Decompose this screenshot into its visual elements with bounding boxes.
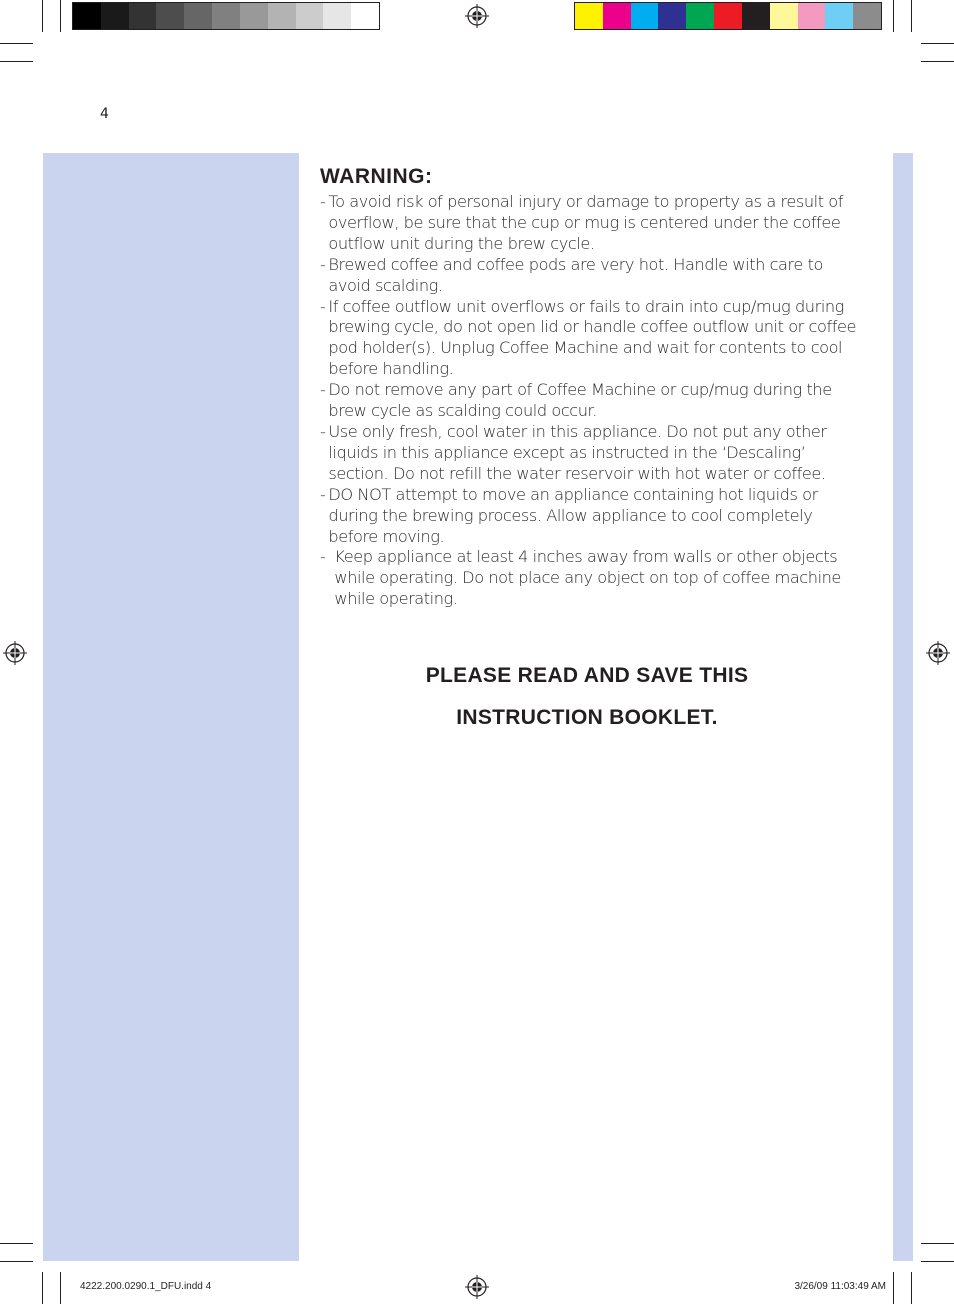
crop-mark — [911, 1272, 912, 1304]
crop-mark — [0, 1261, 33, 1262]
color-swatch — [240, 3, 268, 29]
warning-item: - DO NOT attempt to move an appliance containing hot liquids or during the brewing process. Allow appliance to cool completely before moving. — [320, 484, 818, 546]
grayscale-color-bar — [72, 2, 380, 30]
color-swatch — [798, 3, 826, 29]
color-swatch — [603, 3, 631, 29]
warning-item: - If coffee outflow unit overflows or fails to drain into cup/mug during brewing cycle, do not open lid or handle coffee outflow unit or coffee pod holder(s). Unplug Coffee Machine and wait for contents to cool before handling. — [320, 296, 856, 379]
crop-mark — [60, 0, 61, 32]
color-swatch — [575, 3, 603, 29]
crop-mark — [42, 1272, 43, 1304]
color-swatch — [825, 3, 853, 29]
crop-mark — [893, 1272, 894, 1304]
warning-item: - To avoid risk of personal injury or damage to property as a result of overflow, be sure that the cup or mug is centered under the coffee outflow unit during the brew cycle. — [320, 192, 844, 253]
color-swatch — [686, 3, 714, 29]
process-color-bar — [574, 2, 882, 30]
page-number: 4 — [100, 106, 109, 122]
warning-item: - Brewed coffee and coffee pods are very hot. Handle with care to avoid scalding. — [320, 254, 823, 295]
warning-item: - Do not remove any part of Coffee Machine or cup/mug during the brew cycle as scalding could occur. — [320, 380, 832, 421]
color-swatch — [268, 3, 296, 29]
warning-item: - Use only fresh, cool water in this appliance. Do not put any other liquids in this appliance except as instructed in the ‘Descaling’ section. Do not refill the water reservoir with hot water or coffee. — [320, 421, 827, 483]
color-swatch — [73, 3, 101, 29]
crop-mark — [0, 61, 33, 62]
slug-timestamp: 3/26/09 11:03:49 AM — [794, 1281, 886, 1292]
color-swatch — [129, 3, 157, 29]
color-swatch — [714, 3, 742, 29]
color-swatch — [296, 3, 324, 29]
slug-filename: 4222.200.0290.1_DFU.indd 4 — [80, 1281, 212, 1292]
crop-mark — [60, 1272, 61, 1304]
color-swatch — [631, 3, 659, 29]
color-swatch — [101, 3, 129, 29]
registration-mark-icon — [465, 4, 489, 28]
color-swatch — [351, 3, 379, 29]
color-swatch — [742, 3, 770, 29]
crop-mark — [0, 43, 33, 44]
crop-mark — [921, 61, 954, 62]
registration-mark-icon — [3, 641, 27, 665]
color-swatch — [156, 3, 184, 29]
crop-mark — [921, 1261, 954, 1262]
color-swatch — [184, 3, 212, 29]
warning-section — [320, 164, 860, 610]
crop-mark — [0, 1243, 33, 1244]
crop-mark — [921, 1243, 954, 1244]
color-swatch — [323, 3, 351, 29]
closing-line-1: PLEASE READ AND SAVE THIS — [425, 664, 749, 687]
registration-mark-icon — [926, 641, 950, 665]
warning-title: WARNING: — [320, 165, 433, 188]
color-swatch — [853, 3, 881, 29]
warning-item: - Keep appliance at least 4 inches away from walls or other objects while operating. Do not place any object on top of coffee machine while operating. — [320, 547, 841, 609]
crop-mark — [893, 0, 894, 32]
color-swatch — [658, 3, 686, 29]
crop-mark — [911, 0, 912, 32]
registration-mark-icon — [465, 1275, 489, 1299]
color-swatch — [212, 3, 240, 29]
closing-line-2: INSTRUCTION BOOKLET. — [456, 706, 718, 729]
left-color-panel — [43, 153, 299, 1261]
crop-mark — [42, 0, 43, 32]
crop-mark — [921, 43, 954, 44]
right-color-panel — [893, 153, 913, 1261]
color-swatch — [770, 3, 798, 29]
